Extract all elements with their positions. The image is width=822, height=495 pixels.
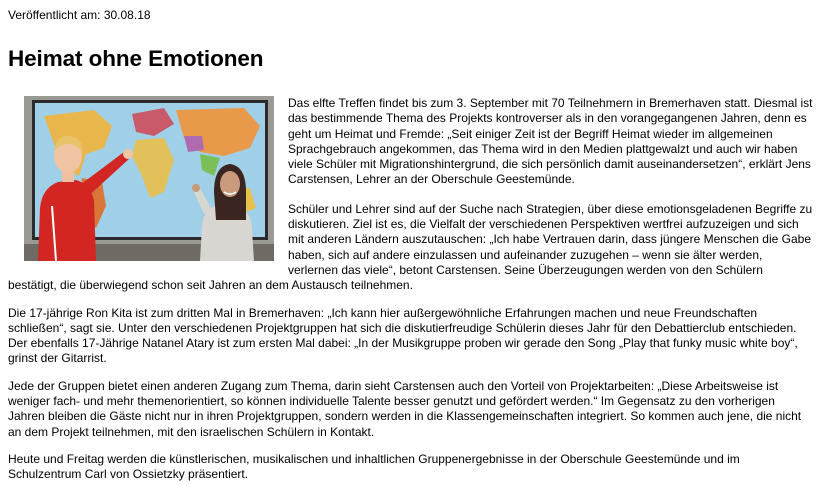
article-title: Heimat ohne Emotionen (8, 46, 264, 71)
paragraph: Schüler und Lehrer sind auf der Suche nach Strategien, über diese emotionsgeladenen Begriffe zu diskutieren. Ziel ist es, die Vielfalt der verschiedenen Perspektiven wertfrei aufzuzeigen und sich mit anderen Ländern auszutauschen: „Ich habe Vertrauen darin, dass jüngere Menschen die Gabe haben, sich auf andere einzulassen und aufeinander zuzugehen – wenn sie älter werden, verlernen das viele“, betont Carstensen. Seine Überzeugungen werden von den Schülern bestätigt, die überwiegend schon seit Jahren an dem Austausch teilnehmen. (8, 201, 813, 293)
paragraph: Jede der Gruppen bietet einen anderen Zugang zum Thema, darin sieht Carstensen auch den Vorteil von Projektarbeiten: „Diese Arbeitsweise ist weniger fach- und mehr themenorientiert, so können individuelle Talente besser genutzt und gefördert werden.“ Im Gegensatz zu den vorherigen Jahren bleiben die Gäste nicht nur in ihren Projektgruppen, sondern werden in die Klassengemeinschaften integriert. So kommen auch jene, die nicht an dem Projekt teilnehmen, mit den israelischen Schülern in Kontakt. (8, 378, 802, 439)
photo-illustration (24, 96, 274, 261)
paragraph: Heute und Freitag werden die künstlerischen, musikalischen und inhaltlichen Gruppenergebnisse in der Oberschule Geestemünde und im Schulzentrum Carl von Ossietzky präsentiert. (8, 451, 740, 482)
paragraph: Das elfte Treffen findet bis zum 3. September mit 70 Teilnehmern in Bremerhaven statt. Diesmal ist das bestimmende Thema des Projekts kontroverser als in den vorangegangenen Jahren, denn es geht um Heimat und Fremde: „Seit einiger Zeit ist der Begriff Heimat wieder im allgemeinen Sprachgebrauch angekommen, das Thema wird in den Medien plattgewalzt und auch wir haben viele Schüler mit Migrationshintergrund, die sich persönlich damit auseinandersetzen“, erklärt Jens Carstensen, Lehrer an der Oberschule Geestemünde. (288, 96, 813, 187)
published-date: Veröffentlicht am: 30.08.18 (8, 8, 151, 22)
paragraph: Die 17-jährige Ron Kita ist zum dritten Mal in Bremerhaven: „Ich kann hier außergewöhnliche Erfahrungen machen und neue Freundschaften schließen“, sagt sie. Unter den verschiedenen Projektgruppen hat sich die diskutierfreudige Schülerin dieses Jahr für den Debattierclub entschieden. Der ebenfalls 17-Jährige Natanel Atary ist zum ersten Mal dabei: „In der Musikgruppe proben wir gerade den Song „Play that funky music white boy“, grinst der Gitarrist. (8, 305, 798, 366)
article-photo (24, 96, 274, 261)
article-body (8, 96, 814, 495)
